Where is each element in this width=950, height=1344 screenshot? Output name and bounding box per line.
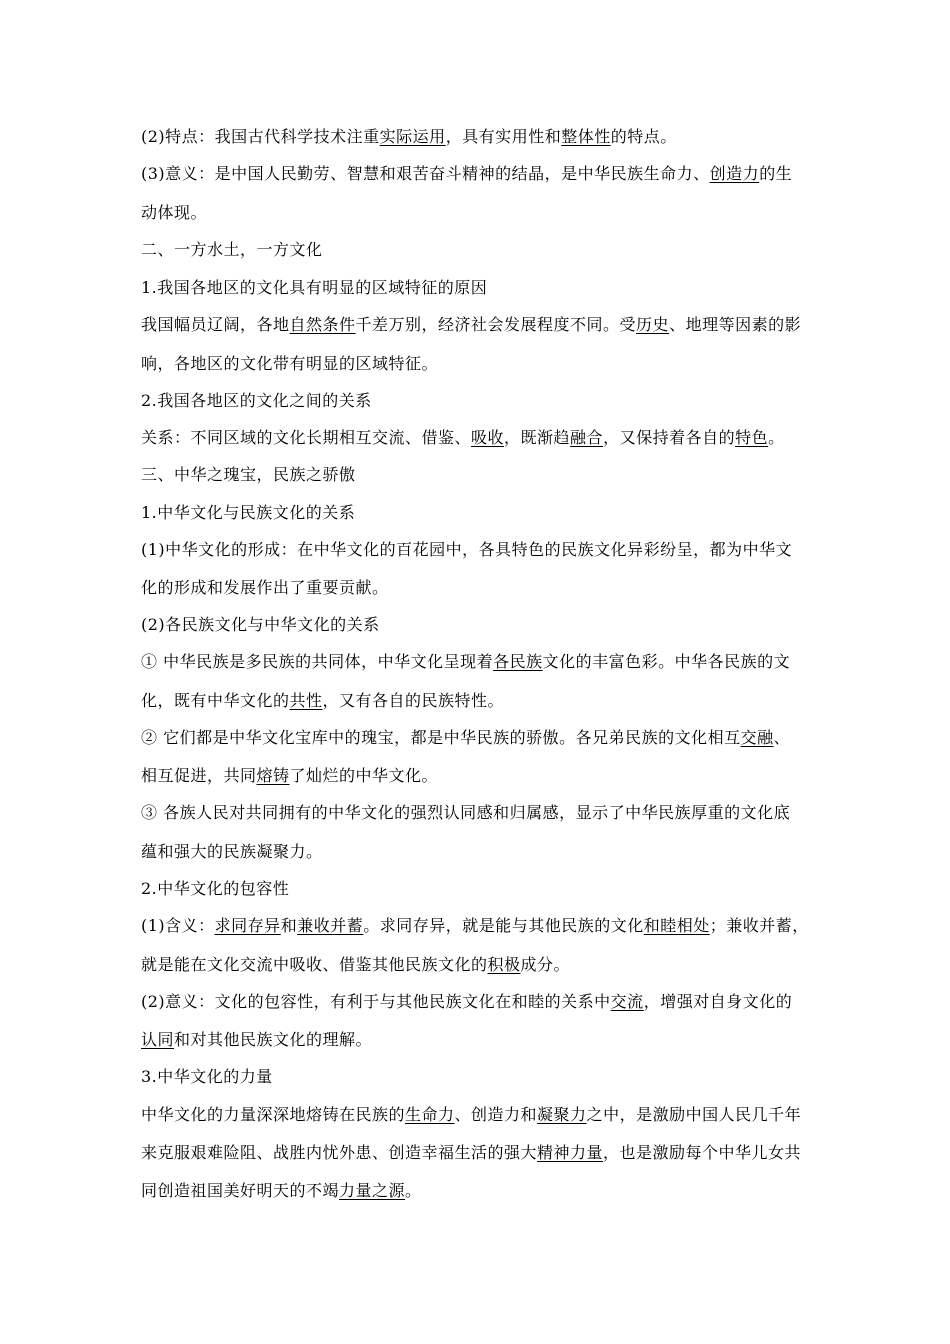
text-segment: ，既渐趋 <box>504 428 571 447</box>
underlined-answer: 创造力 <box>709 164 760 183</box>
text-segment: (2)各民族文化与中华文化的关系 <box>141 615 380 634</box>
text-segment: 、创造力和 <box>454 1105 538 1124</box>
underlined-answer: 积极 <box>487 955 521 974</box>
text-line <box>141 240 323 260</box>
text-segment: 2.中华文化的包容性 <box>141 879 290 898</box>
text-segment: 同创造祖国美好明天的不竭 <box>141 1181 340 1200</box>
underlined-answer: 交融 <box>740 728 774 747</box>
text-segment: ，增强对自身文化的 <box>643 992 793 1011</box>
text-segment: 了灿烂的中华文化。 <box>289 766 439 785</box>
text-segment: 2.我国各地区的文化之间的关系 <box>141 391 372 410</box>
underlined-answer: 兼收并蓄 <box>297 916 364 935</box>
text-line <box>141 1143 801 1163</box>
text-segment: 、地理等因素的影 <box>669 315 802 334</box>
text-line <box>141 842 323 862</box>
text-line <box>141 540 792 560</box>
underlined-answer: 实际运用 <box>379 127 446 146</box>
text-segment: ① 中华民族是多民族的共同体，中华文化呈现着 <box>141 652 494 671</box>
text-segment: 的特点。 <box>610 127 677 146</box>
text-segment: 成分。 <box>520 955 571 974</box>
text-segment: 。 <box>405 1181 422 1200</box>
text-line <box>141 803 790 823</box>
text-line <box>141 916 809 936</box>
text-line <box>141 728 790 748</box>
underlined-answer: 交流 <box>610 992 644 1011</box>
text-segment: (2)特点：我国古代科学技术注重 <box>141 127 380 146</box>
underlined-answer: 精神力量 <box>537 1143 604 1162</box>
text-segment: 三、中华之瑰宝，民族之骄傲 <box>141 465 356 484</box>
text-line <box>141 127 677 147</box>
text-line <box>141 278 487 298</box>
text-segment: (2)意义：文化的包容性，有利于与其他民族文化在和睦的关系中 <box>141 992 611 1011</box>
text-segment: 来克服艰难险阻、战胜内忧外患、创造幸福生活的强大 <box>141 1143 538 1162</box>
text-segment: 之中，是激励中国人民几千年 <box>586 1105 802 1124</box>
text-segment: 的生 <box>759 164 793 183</box>
underlined-answer: 整体性 <box>561 127 611 146</box>
text-segment: ，具有实用性和 <box>445 127 562 146</box>
text-segment: 文化的丰富色彩。中华各民族的文 <box>542 652 791 671</box>
text-segment: 1.我国各地区的文化具有明显的区域特征的原因 <box>141 278 488 297</box>
text-segment: 。 <box>768 428 785 447</box>
text-segment: ，也是激励每个中华儿女共 <box>603 1143 802 1162</box>
text-line <box>141 578 389 598</box>
text-line <box>141 992 792 1012</box>
underlined-answer: 力量之源 <box>339 1181 406 1200</box>
text-line <box>141 428 785 448</box>
underlined-answer: 熔铸 <box>256 766 290 785</box>
text-line <box>141 879 289 899</box>
text-segment: (1)中华文化的形成：在中华文化的百花园中，各具特色的民族文化异彩纷呈，都为中华文 <box>141 540 793 559</box>
text-line <box>141 1105 801 1125</box>
text-segment: 和 <box>280 916 298 935</box>
text-line <box>141 503 355 523</box>
text-line <box>141 354 438 374</box>
text-line <box>141 652 790 672</box>
text-segment: 1.中华文化与民族文化的关系 <box>141 503 356 522</box>
underlined-answer: 共性 <box>289 691 323 710</box>
text-segment: 中华文化的力量深深地熔铸在民族的 <box>141 1105 406 1124</box>
text-segment: 、 <box>773 728 791 747</box>
text-segment: ，又保持着各自的 <box>603 428 736 447</box>
text-segment: 化的形成和发展作出了重要贡献。 <box>141 578 389 597</box>
text-segment: ；兼收并蓄， <box>709 916 809 935</box>
text-line <box>141 164 792 184</box>
text-line <box>141 315 801 335</box>
text-line <box>141 391 372 411</box>
text-line <box>141 955 570 975</box>
text-segment: ，又有各自的民族特性。 <box>322 691 505 710</box>
text-segment: 响，各地区的文化带有明显的区域特征。 <box>141 354 439 373</box>
text-segment: (1)含义： <box>141 916 215 935</box>
underlined-answer: 认同 <box>141 1030 175 1049</box>
text-line <box>141 1067 273 1087</box>
underlined-answer: 吸收 <box>471 428 505 447</box>
underlined-answer: 历史 <box>636 315 670 334</box>
text-segment: 蕴和强大的民族凝聚力。 <box>141 842 323 861</box>
underlined-answer: 和睦相处 <box>643 916 710 935</box>
text-line <box>141 615 380 635</box>
text-line <box>141 1181 422 1201</box>
text-segment: 我国幅员辽阔，各地 <box>141 315 290 334</box>
text-line <box>141 691 504 711</box>
text-segment: 二、一方水土，一方文化 <box>141 240 323 259</box>
text-line <box>141 1030 372 1050</box>
underlined-answer: 各民族 <box>493 652 543 671</box>
text-segment: ② 它们都是中华文化宝库中的瑰宝，都是中华民族的骄傲。各兄弟民族的文化相互 <box>141 728 741 747</box>
text-line <box>141 203 207 223</box>
text-line <box>141 766 438 786</box>
underlined-answer: 凝聚力 <box>537 1105 587 1124</box>
underlined-answer: 求同存异 <box>214 916 281 935</box>
text-segment: ③ 各族人民对共同拥有的中华文化的强烈认同感和归属感，显示了中华民族厚重的文化底 <box>141 803 791 822</box>
text-segment: 相互促进，共同 <box>141 766 257 785</box>
text-segment: 就是能在文化交流中吸收、借鉴其他民族文化的 <box>141 955 488 974</box>
text-segment: 关系：不同区域的文化长期相互交流、借鉴、 <box>141 428 472 447</box>
underlined-answer: 生命力 <box>405 1105 455 1124</box>
text-segment: (3)意义：是中国人民勤劳、智慧和艰苦奋斗精神的结晶，是中华民族生命力、 <box>141 164 710 183</box>
text-segment: 。求同存异，就是能与其他民族的文化 <box>363 916 644 935</box>
underlined-answer: 自然条件 <box>289 315 356 334</box>
text-segment: 3.中华文化的力量 <box>141 1067 273 1086</box>
underlined-answer: 特色 <box>735 428 769 447</box>
text-segment: 化，既有中华文化的 <box>141 691 290 710</box>
underlined-answer: 融合 <box>570 428 604 447</box>
text-segment: 动体现。 <box>141 203 208 222</box>
text-line <box>141 465 356 485</box>
text-segment: 和对其他民族文化的理解。 <box>174 1030 373 1049</box>
text-segment: 千差万别，经济社会发展程度不同。受 <box>355 315 637 334</box>
